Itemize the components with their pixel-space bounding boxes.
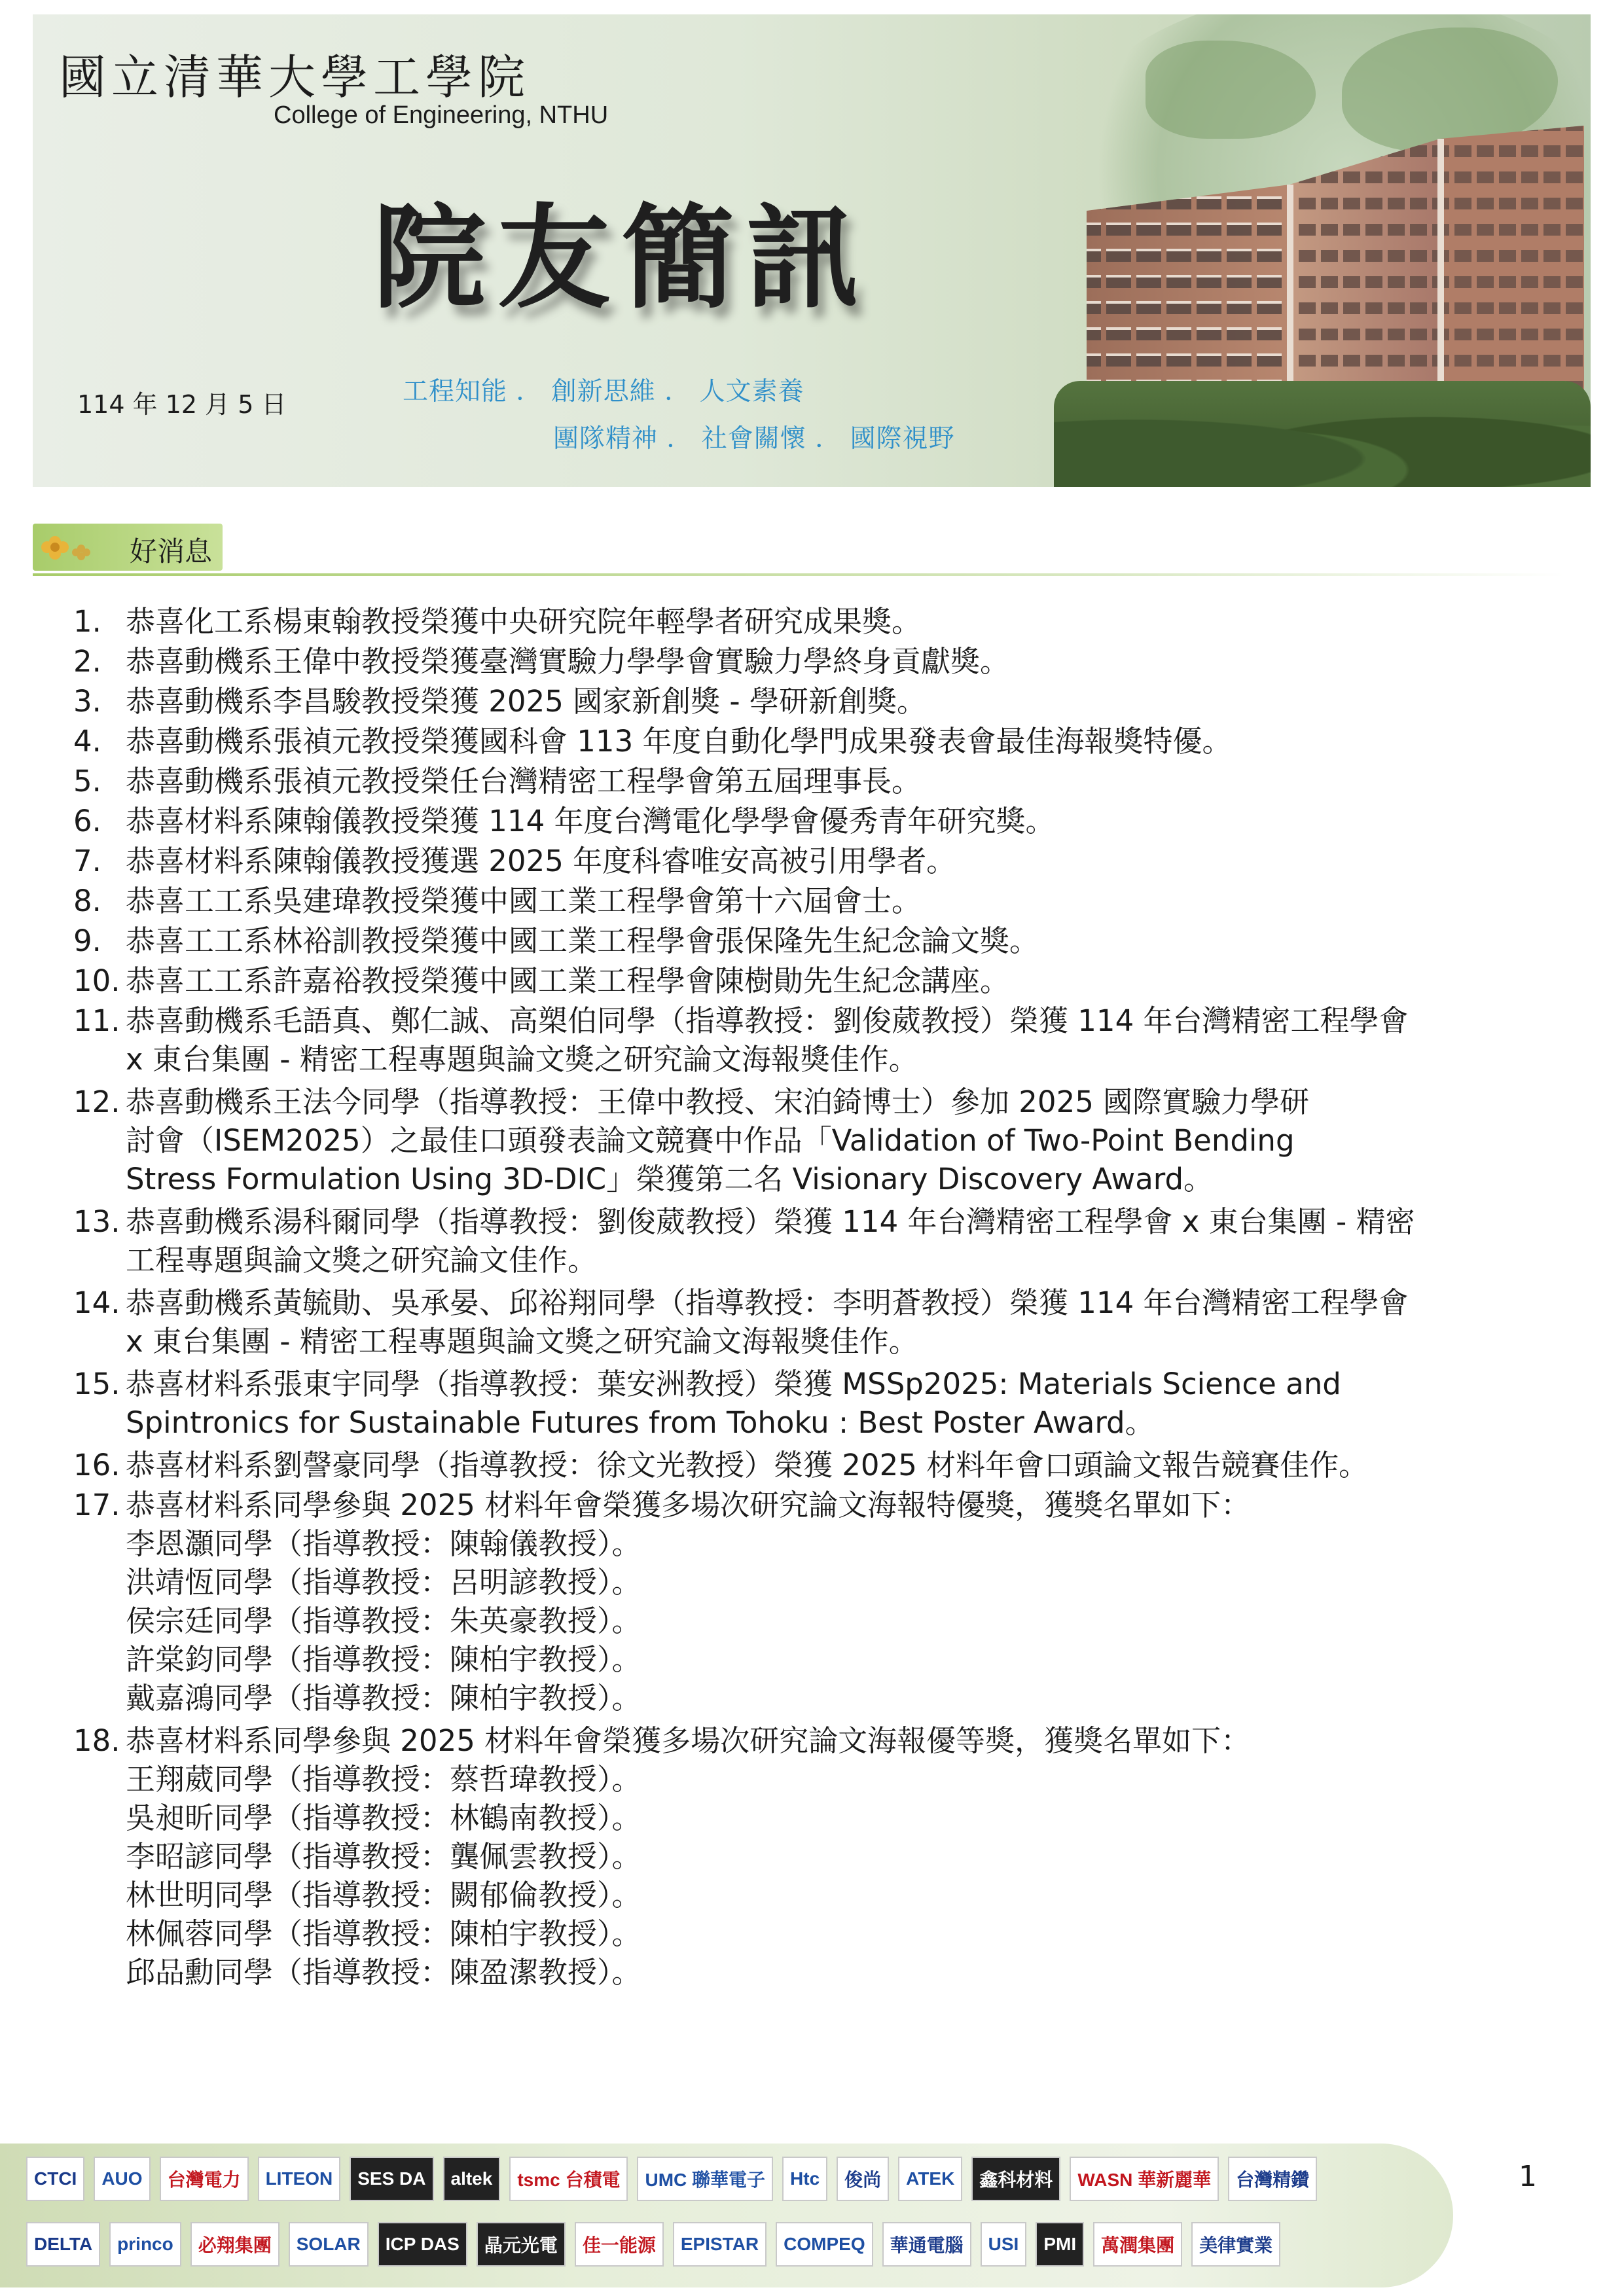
news-item-text [126, 802, 1579, 840]
news-item-text [126, 602, 1579, 641]
news-item-text [126, 1721, 1579, 1992]
news-item-line: 林世明同學（指導教授：闕郁倫教授）。 [126, 1878, 641, 1912]
sponsor-logo: tsmc 台積電 [509, 2157, 628, 2201]
news-item-line: 恭喜動機系張禎元教授榮獲國科會 113 年度自動化學門成果發表會最佳海報獎特優。 [126, 724, 1232, 759]
sponsor-logo: 佳一能源 [575, 2222, 664, 2267]
news-list [73, 602, 1579, 1996]
news-item-line: 許棠鈞同學（指導教授：陳柏宇教授）。 [126, 1642, 641, 1677]
news-item-line: 邱品勳同學（指導教授：陳盈潔教授）。 [126, 1955, 641, 1990]
sponsor-logo: USI [981, 2222, 1027, 2267]
sponsor-logo: 台灣精鑽 [1228, 2157, 1317, 2201]
news-item [73, 1202, 1579, 1280]
news-item-line: 李恩灝同學（指導教授：陳翰儀教授）。 [126, 1526, 641, 1561]
news-item-number: 4. [73, 724, 101, 759]
news-item-line: 恭喜工工系許嘉裕教授榮獲中國工業工程學會陳樹勛先生紀念講座。 [126, 963, 1010, 998]
news-item-line: Stress Formulation Using 3D-DIC」榮獲第二名 Visionary Discovery Award。 [126, 1162, 1214, 1196]
news-item-line: 恭喜動機系毛語真、鄭仁誠、高槊伯同學（指導教授：劉俊葳教授）榮獲 114 年台灣精密工程學會 [126, 1003, 1409, 1038]
news-item-line: 恭喜動機系王偉中教授榮獲臺灣實驗力學學會實驗力學終身貢獻獎。 [126, 644, 1010, 679]
sponsor-logo: 晶元光電 [477, 2222, 566, 2267]
sponsor-logo: SES DA [350, 2157, 433, 2201]
news-item-line: 洪靖恆同學（指導教授：呂明諺教授）。 [126, 1565, 641, 1600]
news-item [73, 1446, 1579, 1484]
news-item-line: 恭喜材料系陳翰儀教授榮獲 114 年度台灣電化學學會優秀青年研究獎。 [126, 804, 1055, 838]
sponsor-logo: 必翔集團 [190, 2222, 280, 2267]
sponsor-logo: altek [443, 2157, 501, 2201]
news-item-number: 7. [73, 844, 101, 878]
sponsor-logo: Htc [782, 2157, 827, 2201]
motto-line-2: 團隊精神 ． 社會關懷 ． 國際視野 [553, 424, 955, 454]
news-item-number: 17. [73, 1488, 120, 1522]
news-item-line: 恭喜動機系李昌駿教授榮獲 2025 國家新創獎 - 學研新創獎。 [126, 684, 926, 719]
news-item-line: 恭喜動機系王法今同學（指導教授：王偉中教授、宋泊錡博士）參加 2025 國際實驗力學研 [126, 1085, 1310, 1119]
news-item [73, 842, 1579, 880]
news-item-text [126, 1486, 1579, 1717]
sponsor-logo: WASN 華新麗華 [1070, 2157, 1219, 2201]
page-number: 1 [1519, 2160, 1537, 2193]
news-item [73, 802, 1579, 840]
motto-line-1: 工程知能 ． 創新思維 ． 人文素養 [403, 377, 804, 406]
news-item-line: 恭喜材料系同學參與 2025 材料年會榮獲多場次研究論文海報優等獎，獲獎名單如下： [126, 1723, 1251, 1758]
sponsor-row-2 [26, 2222, 1280, 2267]
section-heading-good-news [33, 524, 223, 571]
sponsor-logo: CTCI [26, 2157, 84, 2201]
section-label: 好消息 [130, 535, 213, 567]
news-item-number: 16. [73, 1448, 120, 1482]
news-item-number: 1. [73, 604, 101, 639]
sponsor-logo-bar [0, 2144, 1453, 2287]
news-item-text [126, 1202, 1579, 1280]
news-item-text [126, 1446, 1579, 1484]
news-item [73, 1365, 1579, 1442]
news-item-line: 工程專題與論文獎之研究論文佳作。 [126, 1243, 598, 1278]
news-item-line: 林佩蓉同學（指導教授：陳柏宇教授）。 [126, 1916, 641, 1951]
news-item-number: 8. [73, 884, 101, 918]
news-item-number: 10. [73, 963, 120, 998]
news-item-number: 6. [73, 804, 101, 838]
news-item [73, 722, 1579, 761]
news-item-text [126, 642, 1579, 681]
sponsor-logo: UMC 聯華電子 [637, 2157, 773, 2201]
header-banner [33, 14, 1591, 487]
news-item-line: 侯宗廷同學（指導教授：朱英豪教授）。 [126, 1604, 641, 1638]
news-item-text [126, 1365, 1579, 1442]
news-item-line: 恭喜化工系楊東翰教授榮獲中央研究院年輕學者研究成果獎。 [126, 604, 922, 639]
news-item-line: 恭喜材料系陳翰儀教授獲選 2025 年度科睿唯安高被引用學者。 [126, 844, 956, 878]
news-item-line: x 東台集團 - 精密工程專題與論文獎之研究論文海報獎佳作。 [126, 1324, 918, 1359]
news-item-line: 戴嘉鴻同學（指導教授：陳柏宇教授）。 [126, 1681, 641, 1715]
news-item-number: 9. [73, 924, 101, 958]
news-item-line: 恭喜材料系劉謦豪同學（指導教授：徐文光教授）榮獲 2025 材料年會口頭論文報告競賽佳作。 [126, 1448, 1369, 1482]
newsletter-title: 院友簡訊 [373, 191, 871, 324]
news-item [73, 682, 1579, 721]
news-item-line: x 東台集團 - 精密工程專題與論文獎之研究論文海報獎佳作。 [126, 1042, 918, 1077]
trees-foreground [1054, 381, 1591, 487]
sponsor-logo: 台灣電力 [160, 2157, 249, 2201]
news-item-number: 11. [73, 1003, 120, 1038]
news-item-line: 李昭諺同學（指導教授：龔佩雲教授）。 [126, 1839, 641, 1874]
sponsor-logo: 俊尚 [837, 2157, 889, 2201]
sponsor-logo: ATEK [898, 2157, 962, 2201]
news-item-line: 恭喜工工系林裕訓教授榮獲中國工業工程學會張保隆先生紀念論文獎。 [126, 924, 1039, 958]
news-item-text [126, 762, 1579, 800]
news-item [73, 961, 1579, 1000]
news-item [73, 762, 1579, 800]
news-item-number: 2. [73, 644, 101, 679]
sponsor-logo: princo [109, 2222, 181, 2267]
sponsor-logo: 萬潤集團 [1093, 2222, 1182, 2267]
news-item-number: 14. [73, 1285, 120, 1320]
news-item [73, 882, 1579, 920]
news-item-line: Spintronics for Sustainable Futures from Tohoku : Best Poster Award。 [126, 1405, 1155, 1440]
sponsor-row-1 [26, 2157, 1317, 2201]
news-item-text [126, 842, 1579, 880]
news-item-number: 18. [73, 1723, 120, 1758]
news-item-text [126, 1001, 1579, 1079]
news-item-line: 恭喜材料系同學參與 2025 材料年會榮獲多場次研究論文海報特優獎，獲獎名單如下： [126, 1488, 1251, 1522]
sponsor-logo: EPISTAR [673, 2222, 767, 2267]
news-item-line: 恭喜動機系黃毓勛、吳承晏、邱裕翔同學（指導教授：李明蒼教授）榮獲 114 年台灣精密工程學會 [126, 1285, 1409, 1320]
sponsor-logo: COMPEQ [776, 2222, 873, 2267]
sponsor-logo: LITEON [258, 2157, 341, 2201]
news-item-number: 5. [73, 764, 101, 798]
news-item-number: 12. [73, 1085, 120, 1119]
news-item-text [126, 882, 1579, 920]
news-item [73, 1283, 1579, 1361]
news-item [73, 1486, 1579, 1717]
sponsor-logo: ICP DAS [378, 2222, 467, 2267]
news-item [73, 1001, 1579, 1079]
news-item-line: 王翔葳同學（指導教授：蔡哲瑋教授）。 [126, 1762, 641, 1797]
news-item-text [126, 722, 1579, 761]
news-item [73, 922, 1579, 960]
sponsor-logo: 華通電腦 [882, 2222, 971, 2267]
news-item-line: 恭喜動機系湯科爾同學（指導教授：劉俊葳教授）榮獲 114 年台灣精密工程學會 x 東台集團 - 精密 [126, 1204, 1415, 1239]
news-item-text [126, 961, 1579, 1000]
news-item [73, 602, 1579, 641]
news-item-number: 13. [73, 1204, 120, 1239]
news-item-number: 15. [73, 1367, 120, 1401]
university-name: 國立清華大學工學院 [59, 50, 531, 105]
flower-icon [41, 533, 99, 563]
university-name-english: College of Engineering, NTHU [274, 101, 609, 129]
news-item-line: 恭喜動機系張禎元教授榮任台灣精密工程學會第五屆理事長。 [126, 764, 922, 798]
news-item-line: 討會（ISEM2025）之最佳口頭發表論文競賽中作品「Validation of Two-Point Bending [126, 1123, 1295, 1158]
issue-date: 114 年 12 月 5 日 [77, 390, 287, 419]
news-item-text [126, 1283, 1579, 1361]
news-item-number: 3. [73, 684, 101, 719]
sponsor-logo: PMI [1036, 2222, 1084, 2267]
news-item [73, 642, 1579, 681]
sponsor-logo: DELTA [26, 2222, 100, 2267]
sponsor-logo: AUO [94, 2157, 150, 2201]
sponsor-logo: SOLAR [289, 2222, 369, 2267]
news-item-text [126, 922, 1579, 960]
news-item-text [126, 682, 1579, 721]
section-divider [33, 573, 1564, 576]
sponsor-logo: 鑫科材料 [971, 2157, 1060, 2201]
news-item-text [126, 1083, 1579, 1198]
news-item [73, 1083, 1579, 1198]
news-item [73, 1721, 1579, 1992]
sponsor-logo: 美律實業 [1191, 2222, 1280, 2267]
news-item-line: 恭喜材料系張東宇同學（指導教授：葉安洲教授）榮獲 MSSp2025: Materials Science and [126, 1367, 1341, 1401]
news-item-line: 恭喜工工系吳建瑋教授榮獲中國工業工程學會第十六屆會士。 [126, 884, 922, 918]
news-item-line: 吳昶昕同學（指導教授：林鶴南教授）。 [126, 1801, 641, 1835]
